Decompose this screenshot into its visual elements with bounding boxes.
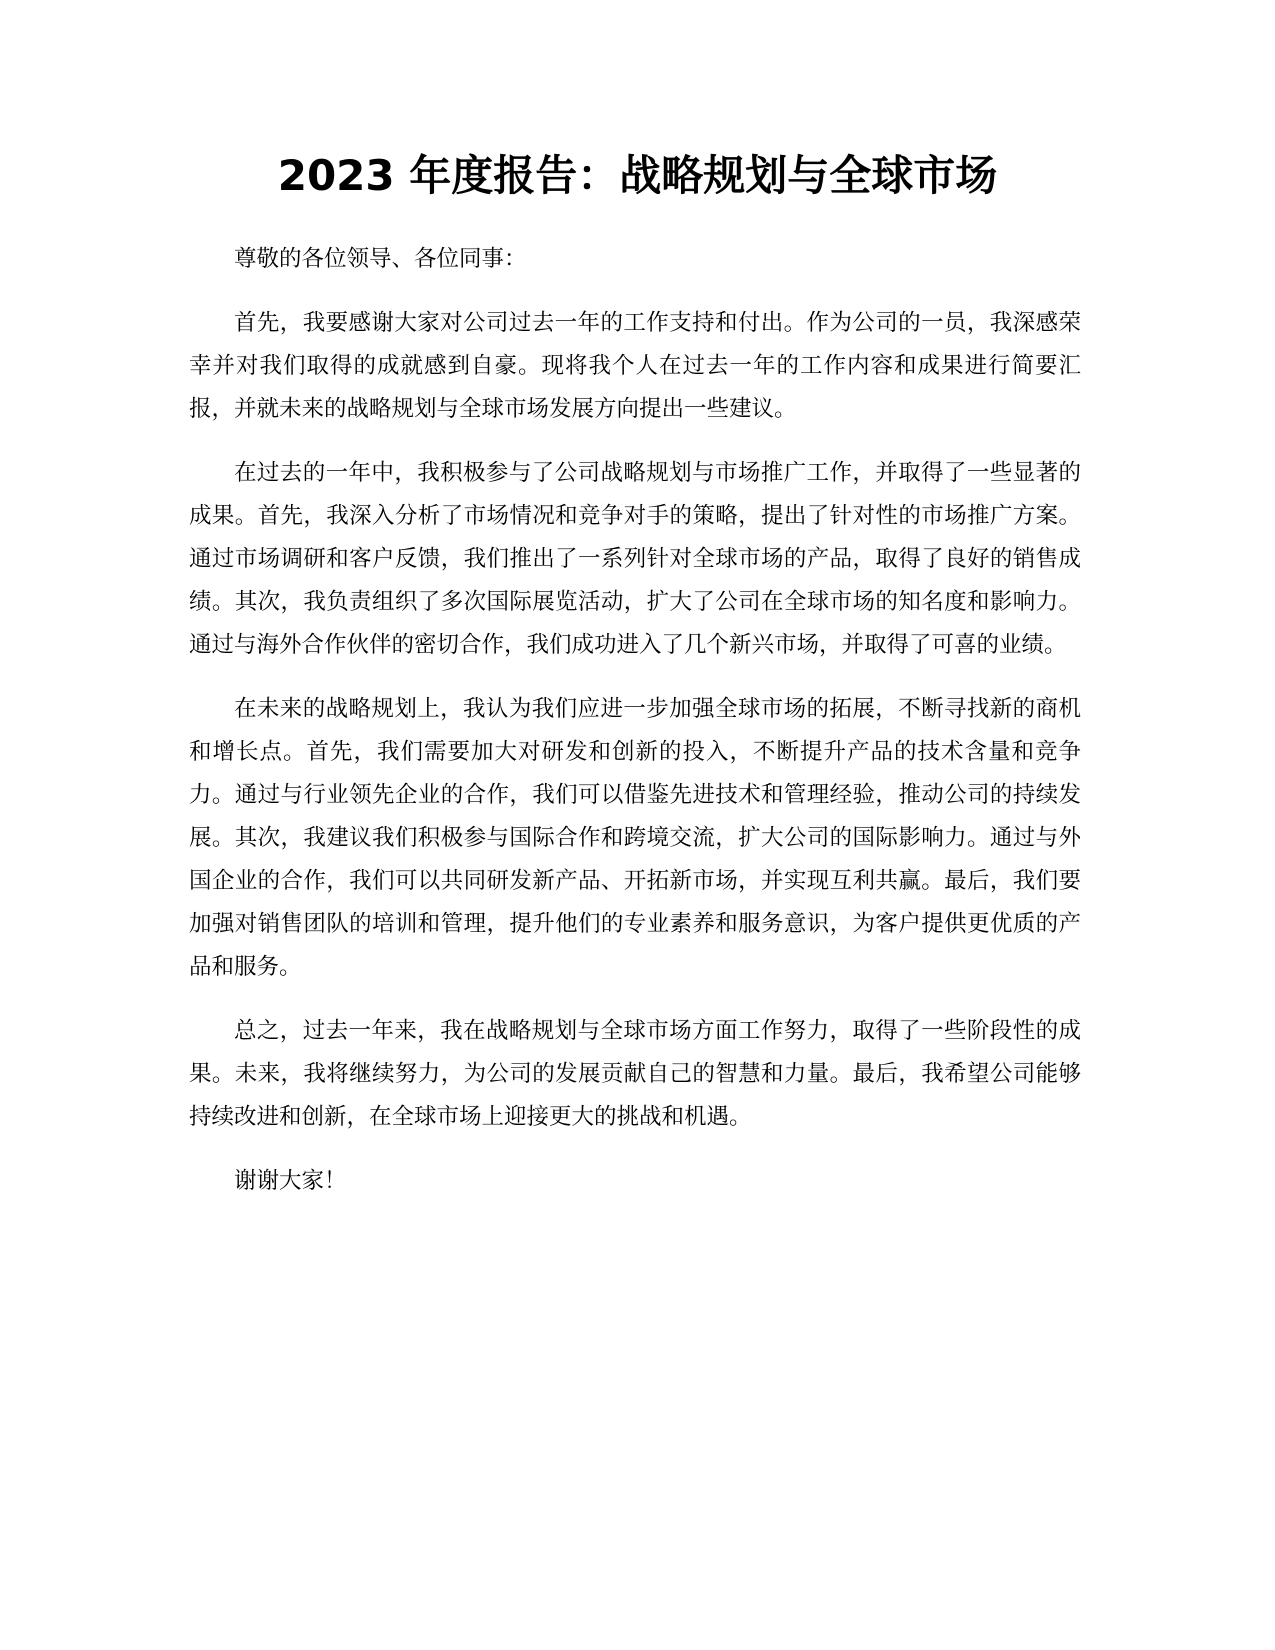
paragraph-intro: 首先，我要感谢大家对公司过去一年的工作支持和付出。作为公司的一员，我深感荣幸并对我们取得的成就感到自豪。现将我个人在过去一年的工作内容和成果进行简要汇报，并就未来的战略规划与全球市场发展方向提出一些建议。 (189, 310, 1081, 422)
paragraph-achievements: 在过去的一年中，我积极参与了公司战略规划与市场推广工作，并取得了一些显著的成果。首先，我深入分析了市场情况和竞争对手的策略，提出了针对性的市场推广方案。通过市场调研和客户反馈，我们推出了一系列针对全球市场的产品，取得了良好的销售成绩。其次，我负责组织了多次国际展览活动，扩大了公司在全球市场的知名度和影响力。通过与海外合作伙伴的密切合作，我们成功进入了几个新兴市场，并取得了可喜的业绩。 (189, 460, 1081, 658)
paragraph-future-plan: 在未来的战略规划上，我认为我们应进一步加强全球市场的拓展，不断寻找新的商机和增长点。首先，我们需要加大对研发和创新的投入，不断提升产品的技术含量和竞争力。通过与行业领先企业的合作，我们可以借鉴先进技术和管理经验，推动公司的持续发展。其次，我建议我们积极参与国际合作和跨境交流，扩大公司的国际影响力。通过与外国企业的合作，我们可以共同研发新产品、开拓新市场，并实现互利共赢。最后，我们要加强对销售团队的培训和管理，提升他们的专业素养和服务意识，为客户提供更优质的产品和服务。 (189, 696, 1081, 980)
document-body (189, 238, 1081, 1224)
paragraph-summary: 总之，过去一年来，我在战略规划与全球市场方面工作努力，取得了一些阶段性的成果。未来，我将继续努力，为公司的发展贡献自己的智慧和力量。最后，我希望公司能够持续改进和创新，在全球市场上迎接更大的挑战和机遇。 (189, 1018, 1081, 1130)
greeting: 尊敬的各位领导、各位同事： (234, 246, 527, 272)
document-title: 2023 年度报告：战略规划与全球市场 (277, 151, 998, 200)
closing: 谢谢大家！ (234, 1168, 347, 1194)
